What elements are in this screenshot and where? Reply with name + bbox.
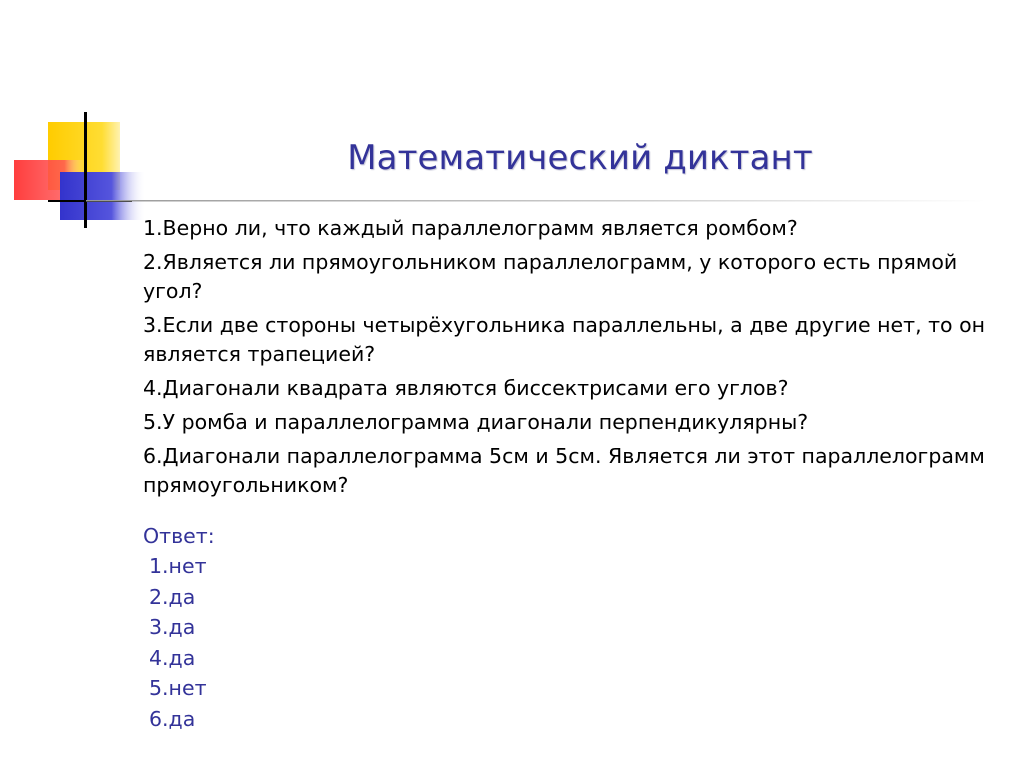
question-item: 3.Если две стороны четырёхугольника параллельны, а две другие нет, то он является трапецией? (143, 313, 986, 366)
question-item: 1.Верно ли, что каждый параллелограмм является ромбом? (143, 216, 798, 240)
question-list (143, 214, 1003, 505)
slide-title: Математический диктант (347, 138, 813, 178)
deco-blue-bar (60, 172, 146, 220)
answer-label: Ответ: (143, 524, 215, 548)
answers-block (143, 521, 443, 734)
answer-item: 1.нет (149, 554, 207, 578)
answer-item: 2.да (149, 584, 196, 609)
answer-item: 3.да (149, 615, 196, 639)
question-item: 2.Является ли прямоугольником параллелограмм, у которого есть прямой угол? (143, 250, 958, 303)
question-item: 6.Диагонали параллелограмма 5см и 5см. Является ли этот параллелограмм прямоугольником? (143, 444, 985, 497)
deco-vertical-line (84, 112, 87, 228)
question-item: 5.У ромба и параллелограмма диагонали перпендикулярны? (143, 410, 809, 434)
title-underline-rule (86, 200, 986, 202)
answer-list (143, 551, 443, 734)
answer-item: 6.да (149, 706, 196, 731)
answer-item: 5.нет (149, 676, 207, 700)
question-item: 4.Диагонали квадрата являются биссектрисами его углов? (143, 376, 789, 400)
answer-item: 4.да (149, 645, 196, 670)
